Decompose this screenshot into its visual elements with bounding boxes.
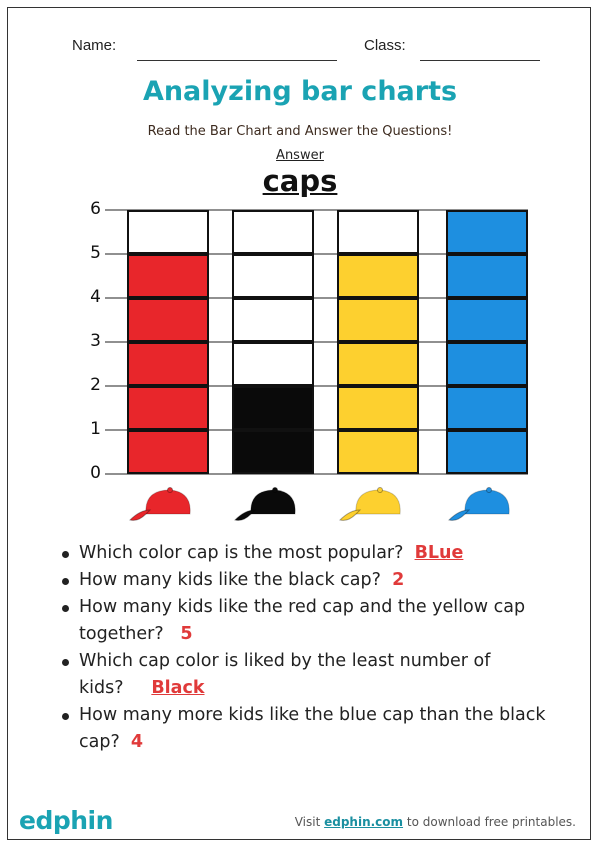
red-cap-icon (130, 488, 190, 521)
bar-segment (338, 211, 418, 253)
y-tick-label: 5 (90, 243, 101, 263)
bar-segment (447, 387, 527, 429)
y-tick-label: 2 (90, 375, 101, 395)
name-field[interactable] (137, 60, 337, 61)
question-answer: Black (151, 678, 205, 698)
question-answer: 2 (392, 570, 405, 590)
bar-segment (233, 299, 313, 341)
page-title: Analyzing bar charts (142, 76, 458, 107)
class-label: Class: (364, 37, 406, 54)
footer-visit: Visit (294, 815, 321, 829)
cap-button (487, 488, 492, 493)
name-label: Name: (72, 37, 117, 54)
y-tick-label: 3 (90, 331, 101, 351)
cap-brim (340, 510, 360, 520)
class-field[interactable] (420, 60, 540, 61)
question-text: How many kids like the black cap? (79, 570, 381, 590)
bar-segment (338, 343, 418, 385)
question-item (60, 594, 560, 648)
bar-chart (0, 195, 600, 535)
cap-button (168, 488, 173, 493)
cap-button (273, 488, 278, 493)
question-answer: 5 (180, 624, 193, 644)
cap-brim (130, 510, 150, 520)
edphin-logo: edphin (19, 806, 113, 835)
bar-segment (233, 387, 313, 429)
question-text: How many kids like the red cap and the yellow cap together? (79, 597, 526, 644)
bar-segment (128, 343, 208, 385)
black-cap-icon (235, 488, 295, 521)
question-list (60, 540, 560, 756)
bar-segment (128, 431, 208, 473)
question-answer: BLue (414, 543, 464, 563)
footer-note (295, 815, 576, 829)
question-item (60, 702, 560, 756)
cap-crown (465, 490, 509, 514)
bar-segment (338, 387, 418, 429)
cap-brim (449, 510, 469, 520)
bar-segment (233, 211, 313, 253)
bar-segment (128, 255, 208, 297)
bar-segment (338, 431, 418, 473)
bar-segment (447, 431, 527, 473)
bar-segment (447, 299, 527, 341)
bar-segment (128, 299, 208, 341)
cap-crown (146, 490, 190, 514)
cap-crown (356, 490, 400, 514)
question-answer: 4 (130, 732, 144, 752)
bar-segment (338, 299, 418, 341)
question-text: How many more kids like the blue cap than the black cap? (79, 705, 546, 752)
bar-segment (128, 387, 208, 429)
bar-segment (233, 343, 313, 385)
y-tick-label: 0 (90, 463, 101, 483)
question-item (60, 648, 560, 702)
bar-segment (233, 255, 313, 297)
instructions: Read the Bar Chart and Answer the Questions! (147, 124, 453, 139)
bar-segment (338, 255, 418, 297)
cap-crown (251, 490, 295, 514)
footer-site-link[interactable]: edphin.com (324, 815, 404, 829)
chart-title: caps (262, 164, 338, 198)
question-item (60, 540, 560, 567)
cap-brim (235, 510, 255, 520)
bar-segment (447, 255, 527, 297)
y-tick-label: 6 (90, 199, 101, 219)
answer-label: Answer (276, 148, 324, 163)
question-text: Which color cap is the most popular? (79, 543, 404, 563)
question-text: Which cap color is liked by the least number of kids? (79, 651, 491, 698)
cap-button (378, 488, 383, 493)
bar-segment (233, 431, 313, 473)
y-tick-label: 4 (90, 287, 101, 307)
bar-segment (447, 343, 527, 385)
yellow-cap-icon (340, 488, 400, 521)
footer-tail: to download free printables. (406, 815, 576, 829)
question-item (60, 567, 560, 594)
y-tick-label: 1 (90, 419, 101, 439)
bar-segment (447, 211, 527, 253)
bar-segment (128, 211, 208, 253)
blue-cap-icon (449, 488, 509, 521)
